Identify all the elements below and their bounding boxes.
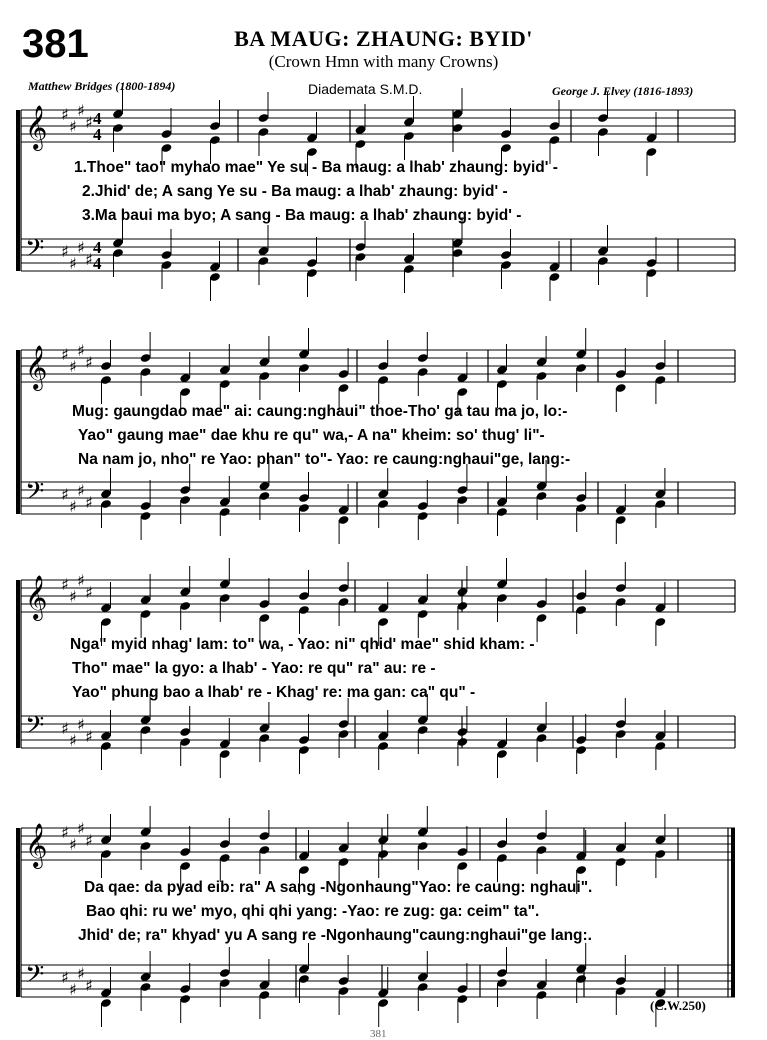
bass-clef: 𝄢 (25, 711, 45, 746)
lyric-line-s3-v1: Nga" myid nhag' lam: to" wa, - Yao: ni" qhid' mae" shid kham: - (70, 636, 535, 653)
treble-clef: 𝄞 (25, 575, 48, 619)
time-signature-digit: 4 (93, 254, 102, 273)
key-sharp: ♯ (61, 719, 69, 738)
key-sharp: ♯ (85, 727, 93, 746)
key-sharp: ♯ (77, 481, 85, 500)
lyricist-credit: Matthew Bridges (1800-1894) (28, 79, 176, 93)
key-sharp: ♯ (69, 587, 77, 606)
key-sharp: ♯ (77, 238, 85, 257)
key-sharp: ♯ (69, 497, 77, 516)
treble-clef: 𝄞 (25, 823, 48, 867)
key-sharp: ♯ (85, 113, 93, 132)
bass-clef: 𝄢 (25, 960, 45, 995)
hymn-subtitle: (Crown Hmn with many Crowns) (268, 52, 499, 71)
lyric-line-s3-v3: Yao" phung bao a lhab' re - Khag' re: ma gan: ca" qu" - (72, 684, 476, 701)
lyric-line-s4-v2: Bao qhi: ru we' myo, qhi qhi yang: -Yao: re zug: ga: ceim" ta". (86, 903, 540, 920)
bass-clef: 𝄢 (25, 234, 45, 269)
treble-clef: 𝄞 (25, 105, 48, 149)
key-sharp: ♯ (61, 823, 69, 842)
key-sharp: ♯ (77, 571, 85, 590)
tune-name: Diademata S.M.D. (308, 81, 423, 97)
page-number: 381 (370, 1028, 387, 1040)
lyric-line-s4-v3: Jhid' de; ra" khyad' yu A sang re -Ngonhaung"caung:nghaui"ge lang:. (78, 927, 592, 944)
bass-clef: 𝄢 (25, 477, 45, 512)
key-sharp: ♯ (61, 575, 69, 594)
key-sharp: ♯ (61, 485, 69, 504)
key-sharp: ♯ (61, 242, 69, 261)
treble-clef: 𝄞 (25, 345, 48, 389)
key-sharp: ♯ (77, 715, 85, 734)
lyric-line-s4-v1: Da qae: da pyad eib: ra" A sang -Ngonhaung"Yao: re caung: nghaui". (84, 879, 593, 896)
key-sharp: ♯ (85, 831, 93, 850)
key-sharp: ♯ (85, 976, 93, 995)
key-sharp: ♯ (77, 101, 85, 120)
time-signature-digit: 4 (93, 238, 102, 257)
final-barline-thick (731, 828, 735, 997)
time-signature-digit: 4 (93, 125, 102, 144)
key-sharp: ♯ (77, 964, 85, 983)
key-sharp: ♯ (69, 254, 77, 273)
lyric-line-s1-v2: 2.Jhid' de; A sang Ye su - Ba maug: a lhab' zhaung: byid' - (82, 183, 508, 200)
key-sharp: ♯ (69, 357, 77, 376)
lyric-line-s2-v2: Yao" gaung mae" dae khu re qu" wa,- A na" kheim: so' thug' li"- (78, 427, 545, 444)
key-sharp: ♯ (69, 117, 77, 136)
hymnal-reference: (C.W.250) (650, 998, 706, 1013)
key-sharp: ♯ (69, 731, 77, 750)
lyric-line-s2-v1: Mug: gaungdao mae" ai: caung:nghaui" thoe-Tho' ga tau ma jo, lo:- (72, 403, 568, 420)
key-sharp: ♯ (85, 493, 93, 512)
composer-credit: George J. Elvey (1816-1893) (552, 84, 694, 98)
key-sharp: ♯ (77, 819, 85, 838)
system-brace (16, 110, 20, 271)
hymn-title: BA MAUG: ZHAUNG: BYID' (234, 26, 533, 51)
key-sharp: ♯ (85, 250, 93, 269)
key-sharp: ♯ (61, 105, 69, 124)
key-sharp: ♯ (77, 341, 85, 360)
lyric-line-s2-v3: Na nam jo, nho" re Yao: phan" to"- Yao: re caung:nghaui"ge, lang:- (78, 451, 571, 468)
key-sharp: ♯ (69, 980, 77, 999)
lyric-line-s1-v1: 1.Thoe" tao" myhao mae" Ye su - Ba maug: a lhab' zhaung: byid' - (74, 159, 558, 176)
key-sharp: ♯ (85, 583, 93, 602)
key-sharp: ♯ (69, 835, 77, 854)
time-signature-digit: 4 (93, 109, 102, 128)
system-brace (16, 580, 20, 748)
lyric-line-s3-v2: Tho" mae" la gyo: a lhab' - Yao: re qu" ra" au: re - (72, 660, 436, 677)
key-sharp: ♯ (85, 353, 93, 372)
key-sharp: ♯ (61, 345, 69, 364)
system-brace (16, 828, 20, 997)
key-sharp: ♯ (61, 968, 69, 987)
lyric-line-s1-v3: 3.Ma baui ma byo; A sang - Ba maug: a lhab' zhaung: byid' - (82, 207, 522, 224)
hymn-number: 381 (22, 22, 89, 66)
system-brace (16, 350, 20, 514)
